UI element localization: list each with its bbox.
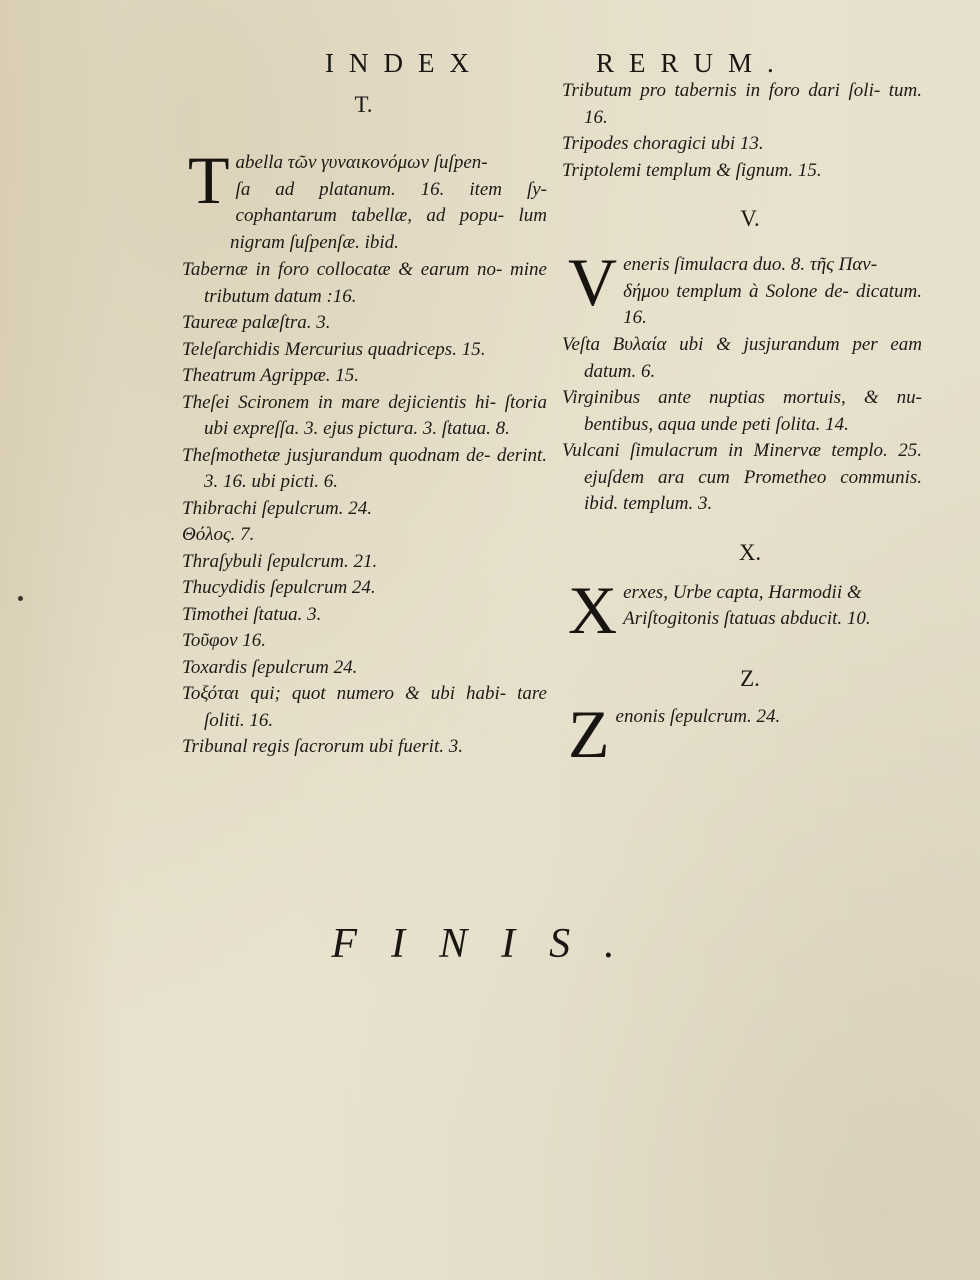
entry-veneris [562, 244, 922, 332]
index-entry: Taureæ palæſtra. 3. [182, 312, 331, 333]
right-column [562, 78, 922, 772]
index-entry: Thraſybuli ſepulcrum. 21. [182, 550, 378, 572]
drop-cap-v: V [568, 244, 618, 320]
index-entry: Τοξόται qui; quot numero & ubi habi- tare ſoliti. 16. [182, 683, 547, 731]
ink-speck [18, 596, 23, 601]
index-entry: Theatrum Agrippæ. 15. [182, 365, 360, 386]
entry-veneris-first-line: eneris ſimulacra duo. 8. τῆς Παν- [623, 254, 878, 275]
drop-cap-x: X [568, 571, 618, 648]
drop-cap-z: Z [568, 695, 610, 772]
section-letter-x: X. [738, 539, 762, 565]
drop-cap-t: T [188, 142, 230, 218]
index-entry: Timothei ſtatua. 3. [182, 603, 322, 625]
index-entry: Veſta Βυλαία ubi & jusjurandum per eam datum. 6. [562, 334, 922, 382]
entry-zenonis-text: enonis ſepulcrum. 24. [615, 705, 781, 727]
header-index: INDEX [325, 48, 484, 78]
entry-xerxes-rest: Ariſtogitonis ſtatuas abducit. 10. [623, 608, 871, 629]
entry-xerxes [562, 571, 922, 648]
index-entry: Τοῦφον 16. [182, 630, 267, 651]
index-entry: Tribunal regis ſacrorum ubi fuerit. 3. [182, 736, 463, 757]
index-entry: Thibrachi ſepulcrum. 24. [182, 497, 372, 519]
index-entry: Vulcani ſimulacrum in Minervæ templo. 25. ejuſdem ara cum Prometheo communis. ibid. templum. 3. [562, 440, 922, 514]
index-entry: Theſei Scironem in mare dejicientis hi- ſtoria ubi expreſſa. 3. ejus pictura. 3. ſtatua. 8. [182, 391, 547, 439]
section-letter-z: Z. [740, 665, 760, 691]
index-entry: Tripodes choragici ubi 13. [562, 133, 764, 154]
left-column [182, 90, 547, 761]
entry-xerxes-first-line: erxes, Urbe capta, Harmodii & [623, 581, 862, 603]
header-rerum: RERUM. [596, 48, 789, 78]
finis-colophon: FINIS. [331, 921, 649, 967]
entry-tabella [182, 142, 547, 256]
index-entry: Toxardis ſepulcrum 24. [182, 656, 358, 678]
index-entry: Tabernæ in foro collocatæ & earum no- mine tributum datum :16. [182, 259, 547, 307]
index-entry: Virginibus ante nuptias mortuis, & nu- bentibus, aqua unde peti ſolita. 14. [562, 387, 922, 435]
index-entry: Tributum pro tabernis in foro dari ſoli- tum. 16. [562, 80, 922, 128]
left-entries [182, 257, 547, 761]
index-entry: Thucydidis ſepulcrum 24. [182, 577, 376, 598]
index-entry: Theſmothetæ jusjurandum quodnam de- derint. 3. 16. ubi picti. 6. [182, 444, 547, 492]
entry-tabella-rest: ſa ad platanum. 16. item ſy- cophantarum tabellæ, ad popu- lum nigram ſuſpenſæ. ibid. [230, 178, 547, 253]
entry-tabella-first-line: abella τῶν γυναικονόμων ſuſpen- [235, 152, 488, 173]
running-header [0, 48, 980, 82]
index-entry: Triptolemi templum & ſignum. 15. [562, 159, 822, 181]
entry-veneris-rest: δήμου templum à Solone de- dicatum. 16. [623, 280, 922, 328]
section-letter-t: T. [354, 92, 373, 117]
right-v-entries [562, 332, 922, 518]
index-entry: Teleſarchidis Mercurius quadriceps. 15. [182, 338, 486, 360]
entry-zenonis [562, 695, 922, 772]
section-letter-v: V. [740, 206, 760, 231]
index-entry: Θόλος. 7. [182, 524, 255, 545]
